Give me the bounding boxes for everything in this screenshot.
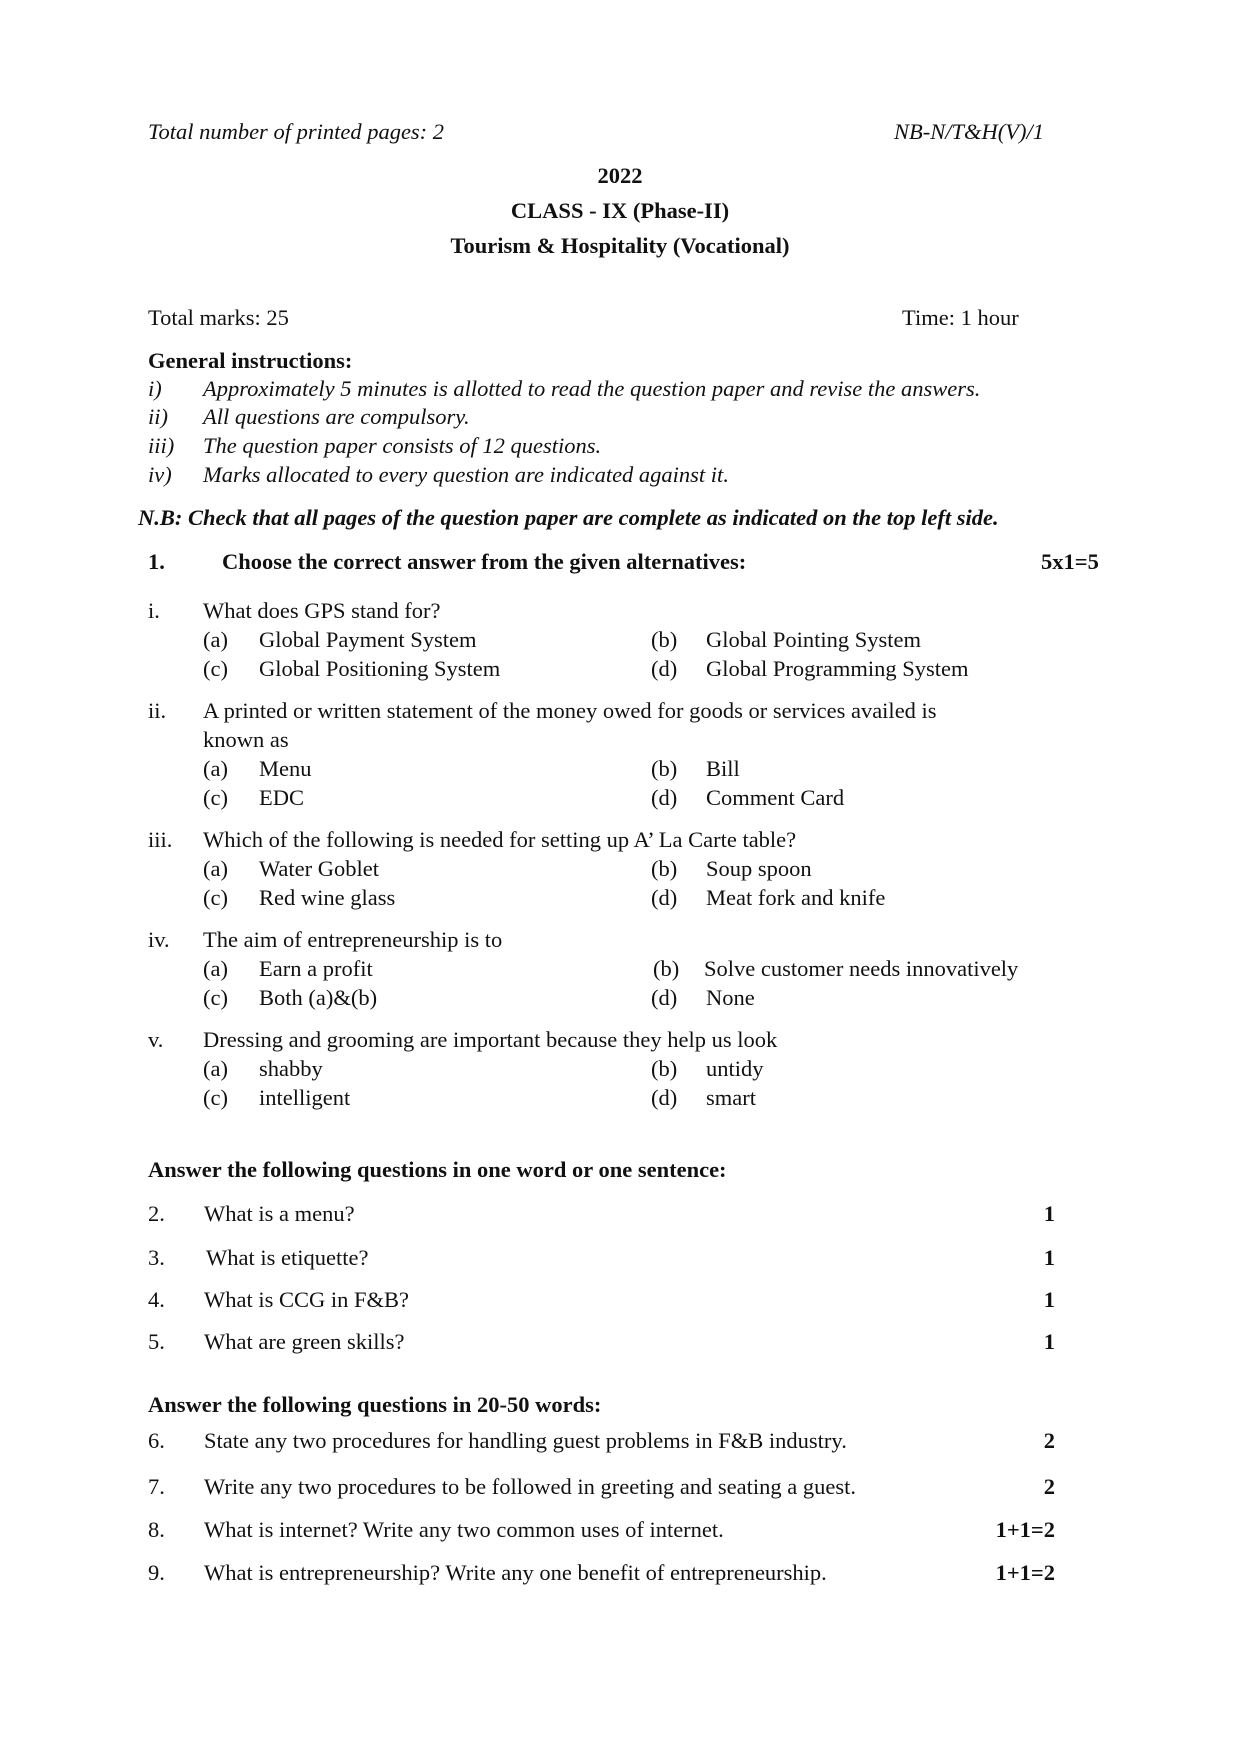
question-number: 2. <box>148 1201 165 1226</box>
option-d: Meat fork and knife <box>706 885 886 910</box>
question-marks: 1 <box>1043 1201 1055 1226</box>
subquestion-text-continued: known as <box>203 727 289 752</box>
instruction-text: Approximately 5 minutes is allotted to read the question paper and revise the answers. <box>203 376 981 401</box>
option-a: Global Payment System <box>259 627 477 652</box>
question-text: State any two procedures for handling guest problems in F&B industry. <box>204 1428 847 1453</box>
subquestion-number: ii. <box>148 698 167 723</box>
instruction-number: iii) <box>148 433 175 458</box>
instruction-text: All questions are compulsory. <box>203 404 470 429</box>
question-text: What is CCG in F&B? <box>204 1287 410 1312</box>
option-d: smart <box>706 1085 756 1110</box>
subquestion-number: i. <box>148 598 160 623</box>
option-b: untidy <box>706 1056 764 1081</box>
q1-marks: 5x1=5 <box>1041 549 1099 574</box>
option-label: (b) <box>651 1056 678 1081</box>
subquestion-number: iv. <box>148 927 170 952</box>
option-d: None <box>706 985 755 1010</box>
instruction-text: Marks allocated to every question are indicated against it. <box>203 462 729 487</box>
section-heading-one-word: Answer the following questions in one word or one sentence: <box>148 1157 727 1182</box>
subquestion-number: iii. <box>148 827 173 852</box>
option-c: Global Positioning System <box>259 656 501 681</box>
question-number: 8. <box>148 1517 165 1542</box>
question-text: What are green skills? <box>204 1329 405 1354</box>
exam-year: 2022 <box>597 163 643 188</box>
question-marks: 1 <box>1043 1287 1055 1312</box>
option-label: (a) <box>203 956 228 981</box>
option-b: Solve customer needs innovatively <box>704 956 1019 981</box>
option-label: (d) <box>651 1085 678 1110</box>
option-label: (d) <box>651 985 678 1010</box>
question-number: 4. <box>148 1287 165 1312</box>
class-title: CLASS - IX (Phase-II) <box>510 198 730 223</box>
option-b: Global Pointing System <box>706 627 922 652</box>
subquestion-number: v. <box>148 1027 164 1052</box>
option-label: (c) <box>203 656 228 681</box>
question-text: What is internet? Write any two common uses of internet. <box>204 1517 724 1542</box>
option-d: Global Programming System <box>706 656 969 681</box>
instructions-heading: General instructions: <box>148 348 353 373</box>
instruction-number: iv) <box>148 462 172 487</box>
option-c: intelligent <box>259 1085 351 1110</box>
option-a: Earn a profit <box>259 956 373 981</box>
option-label: (a) <box>203 1056 228 1081</box>
option-label: (c) <box>203 885 228 910</box>
paper-code: NB-N/T&H(V)/1 <box>894 119 1044 144</box>
option-b: Bill <box>706 756 740 781</box>
q1-title: Choose the correct answer from the given alternatives: <box>222 549 747 574</box>
option-d: Comment Card <box>706 785 845 810</box>
question-number: 6. <box>148 1428 165 1453</box>
question-number: 3. <box>148 1245 165 1270</box>
instruction-number: ii) <box>148 404 168 429</box>
question-marks: 1 <box>1043 1245 1055 1270</box>
option-label: (c) <box>203 785 228 810</box>
option-label: (a) <box>203 756 228 781</box>
nb-note: N.B: Check that all pages of the question paper are complete as indicated on the top left side. <box>138 505 999 530</box>
question-text: What is a menu? <box>204 1201 355 1226</box>
subject-title: Tourism & Hospitality (Vocational) <box>450 233 790 258</box>
option-a: shabby <box>259 1056 323 1081</box>
subquestion-text: Which of the following is needed for setting up A’ La Carte table? <box>203 827 797 852</box>
time-allowed: Time: 1 hour <box>902 305 1019 330</box>
question-text: Write any two procedures to be followed in greeting and seating a guest. <box>204 1474 857 1499</box>
option-label: (b) <box>651 756 678 781</box>
question-number: 5. <box>148 1329 165 1354</box>
option-label: (d) <box>651 885 678 910</box>
q1-number: 1. <box>148 549 165 574</box>
option-label: (d) <box>651 656 678 681</box>
option-label: (a) <box>203 627 228 652</box>
subquestion-text: The aim of entrepreneurship is to <box>203 927 503 952</box>
question-marks: 1+1=2 <box>995 1560 1055 1585</box>
option-a: Water Goblet <box>259 856 380 881</box>
instruction-text: The question paper consists of 12 questions. <box>203 433 602 458</box>
option-label: (b) <box>651 627 678 652</box>
option-label: (b) <box>653 956 680 981</box>
option-a: Menu <box>259 756 312 781</box>
question-marks: 2 <box>1043 1428 1055 1453</box>
question-text: What is entrepreneurship? Write any one benefit of entrepreneurship. <box>204 1560 827 1585</box>
option-label: (d) <box>651 785 678 810</box>
option-c: EDC <box>259 785 304 810</box>
question-number: 9. <box>148 1560 165 1585</box>
option-c: Both (a)&(b) <box>259 985 378 1010</box>
option-b: Soup spoon <box>706 856 812 881</box>
option-label: (c) <box>203 985 228 1010</box>
option-label: (b) <box>651 856 678 881</box>
question-marks: 1 <box>1043 1329 1055 1354</box>
question-number: 7. <box>148 1474 165 1499</box>
instruction-number: i) <box>148 376 162 401</box>
subquestion-text: A printed or written statement of the money owed for goods or services availed is <box>203 698 937 723</box>
question-text: What is etiquette? <box>206 1245 369 1270</box>
option-c: Red wine glass <box>259 885 396 910</box>
subquestion-text: Dressing and grooming are important because they help us look <box>203 1027 778 1052</box>
printed-pages-note: Total number of printed pages: 2 <box>148 119 445 144</box>
option-label: (c) <box>203 1085 228 1110</box>
question-marks: 2 <box>1043 1474 1055 1499</box>
question-marks: 1+1=2 <box>995 1517 1055 1542</box>
option-label: (a) <box>203 856 228 881</box>
section-heading-short-answer: Answer the following questions in 20-50 words: <box>148 1392 602 1417</box>
total-marks: Total marks: 25 <box>148 305 289 330</box>
subquestion-text: What does GPS stand for? <box>203 598 441 623</box>
